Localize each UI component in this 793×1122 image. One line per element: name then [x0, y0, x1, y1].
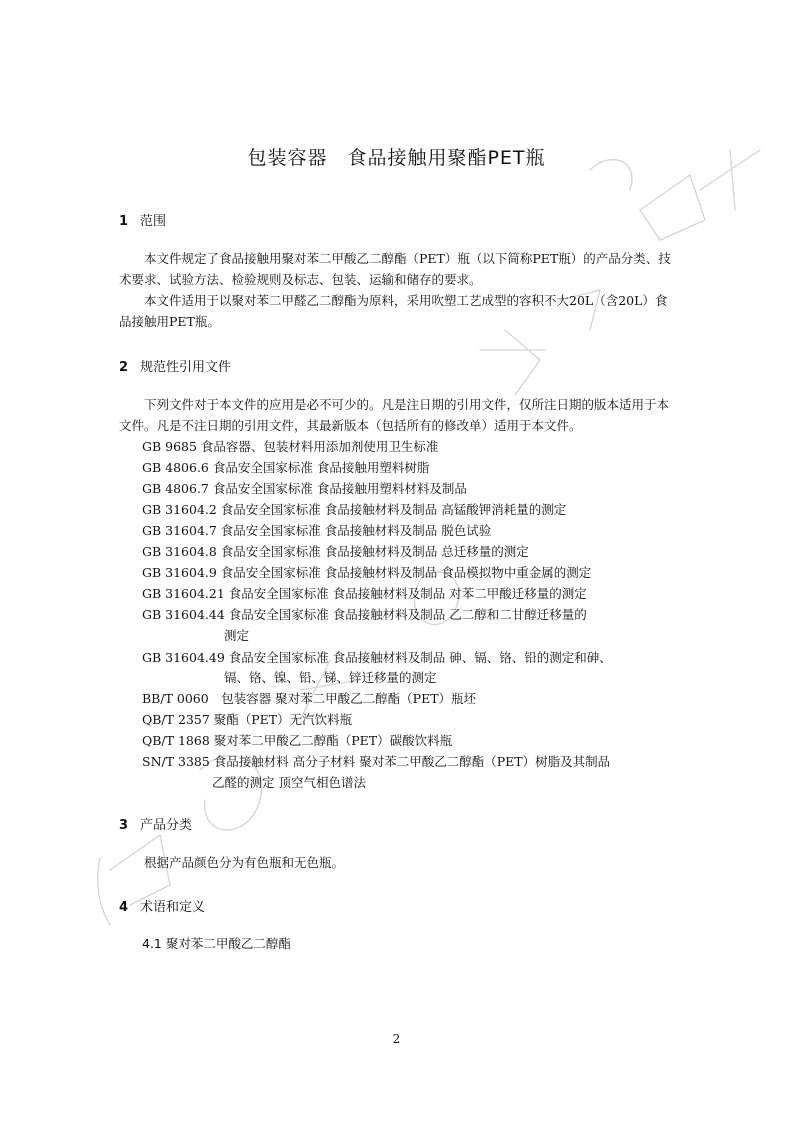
reference-item: GB 31604.2 食品安全国家标准 食品接触材料及制品 高锰酸钾消耗量的测定 — [142, 502, 567, 517]
reference-item: BB/T 0060 包装容器 聚对苯二甲酸乙二醇酯（PET）瓶坯 — [142, 691, 477, 706]
reference-item-continuation: 乙醛的测定 顶空气相色谱法 — [212, 775, 366, 790]
reference-item: GB 31604.44 食品安全国家标准 食品接触材料及制品 乙二醇和二甘醇迁移量的 — [142, 607, 587, 622]
section-1-paragraph-1: 本文件规定了食品接触用聚对苯二甲酸乙二醇酯（PET）瓶（以下简称PET瓶）的产品分类、技术要求、试验方法、检验规则及标志、包装、运输和储存的要求。 — [119, 251, 671, 287]
subsection-heading: 4.1 聚对苯二甲酸乙二醇酯 — [142, 936, 291, 951]
reference-item: GB 31604.9 食品安全国家标准 食品接触材料及制品 食品模拟物中重金属的测定 — [142, 565, 592, 580]
section-1-heading — [119, 210, 166, 229]
section-title: 术语和定义 — [140, 900, 206, 915]
section-title: 规范性引用文件 — [140, 360, 232, 375]
reference-item: QB/T 1868 聚对苯二甲酸乙二醇酯（PET）碳酸饮料瓶 — [142, 733, 453, 748]
reference-item: GB 31604.8 食品安全国家标准 食品接触材料及制品 总迁移量的测定 — [142, 544, 529, 559]
section-1-paragraph-2: 本文件适用于以聚对苯二甲醛乙二醇酯为原料，采用吹塑工艺成型的容积不大20L（含20L）食品接触用PET瓶。 — [119, 293, 668, 329]
document-title: 包装容器 食品接触用聚酯PET瓶 — [247, 147, 546, 169]
section-number: 2 — [119, 360, 129, 375]
section-3-heading — [119, 814, 192, 833]
section-2-intro: 下列文件对于本文件的应用是必不可少的。凡是注日期的引用文件，仅所注日期的版本适用于本文件。凡是不注日期的引用文件，其最新版本（包括所有的修改单）适用于本文件。 — [119, 397, 670, 433]
reference-item-continuation: 测定 — [224, 628, 250, 643]
reference-item: GB 4806.7 食品安全国家标准 食品接触用塑料材料及制品 — [142, 481, 467, 496]
reference-item: QB/T 2357 聚酯（PET）无汽饮料瓶 — [142, 712, 353, 727]
section-4-heading — [119, 896, 205, 915]
reference-item-continuation: 镉、铬、镍、铅、锑、锌迁移量的测定 — [224, 670, 437, 685]
section-3-paragraph: 根据产品颜色分为有色瓶和无色瓶。 — [144, 855, 345, 870]
reference-item: GB 4806.6 食品安全国家标准 食品接触用塑料树脂 — [142, 460, 430, 475]
section-number: 3 — [119, 818, 129, 833]
reference-item: SN/T 3385 食品接触材料 高分子材料 聚对苯二甲酸乙二醇酯（PET）树脂及其制品 — [142, 754, 611, 769]
section-2-heading — [119, 356, 231, 375]
reference-item: GB 31604.21 食品安全国家标准 食品接触材料及制品 对苯二甲酸迁移量的测定 — [142, 586, 587, 601]
section-number: 1 — [119, 214, 129, 229]
reference-item: GB 31604.49 食品安全国家标准 食品接触材料及制品 砷、镉、铬、铅的测定和砷、 — [142, 650, 612, 665]
section-title: 范围 — [140, 214, 167, 229]
reference-item: GB 31604.7 食品安全国家标准 食品接触材料及制品 脱色试验 — [142, 523, 492, 538]
page-number: 2 — [392, 1032, 401, 1046]
section-title: 产品分类 — [140, 818, 193, 833]
section-number: 4 — [119, 900, 129, 915]
reference-item: GB 9685 食品容器、包装材料用添加剂使用卫生标准 — [142, 439, 439, 454]
